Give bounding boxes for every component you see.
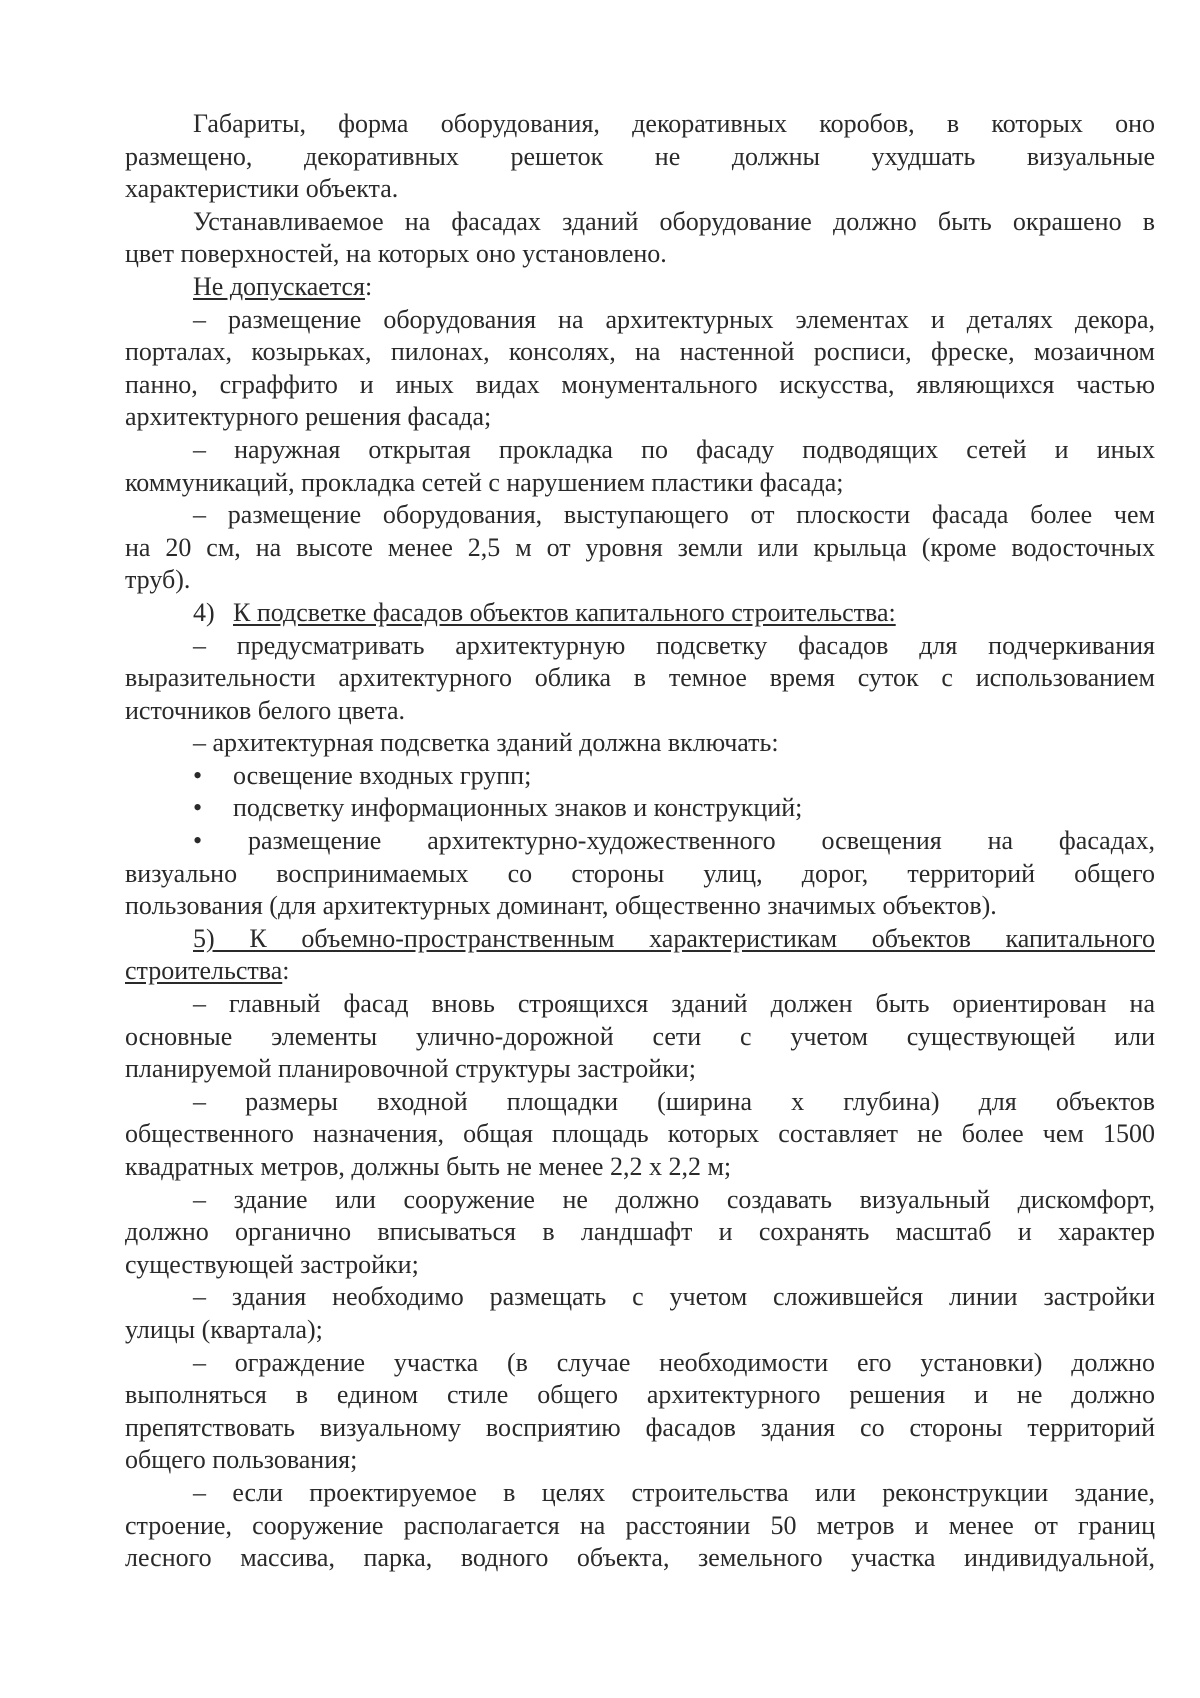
text-line: лесного массива, парка, водного объекта, земельного участка индивидуальной, [125,1543,1155,1573]
text-line: – размеры входной площадки (ширина х глубина) для объектов [193,1086,1155,1116]
text-line: общественного назначения, общая площадь которых составляет не более чем 1500 [125,1119,1155,1149]
colon: : [282,956,290,986]
text-line: Габариты, форма оборудования, декоративных коробов, в которых оно [193,109,1155,138]
text-line: существующей застройки; [125,1249,419,1279]
text-line: характеристики объекта. [125,174,399,204]
text-line: – архитектурная подсветка зданий должна включать: [193,728,779,758]
bullet-item [125,792,1155,825]
text-line: визуально воспринимаемых со стороны улиц, дорог, территорий общего [125,858,1155,888]
text-line: панно, сграффито и иных видах монументального искусства, являющихся частью [125,369,1155,399]
text-line: – если проектируемое в целях строительства или реконструкции здание, [193,1477,1155,1507]
text-line: квадратных метров, должны быть не менее 2,2 х 2,2 м; [125,1152,732,1181]
section-number: 4) [193,597,215,627]
colon: : [365,271,373,301]
text-line: – здания необходимо размещать с учетом сложившейся линии застройки [193,1282,1155,1312]
bullet-text: подсветку информационных знаков и конструкций; [233,793,803,823]
bullet-icon: • [193,760,203,790]
text-line: Устанавливаемое на фасадах зданий оборудование должно быть окрашено в [193,206,1155,236]
text-line: – ограждение участка (в случае необходимости его установки) должно [193,1347,1155,1377]
text-line [125,271,1155,304]
text-line: порталах, козырьках, пилонах, консолях, на настенной росписи, фреске, мозаичном [125,337,1155,367]
text-line: – наружная открытая прокладка по фасаду подводящих сетей и иных [193,434,1155,464]
text-line: • размещение архитектурно-художественного освещения на фасадах, [193,826,1155,856]
text-line: основные элементы улично-дорожной сети с учетом существующей или [125,1021,1155,1051]
text-line: препятствовать визуальному восприятию фасадов здания со стороны территорий [125,1412,1155,1442]
section-heading-4 [125,597,1155,630]
bullet-item [125,760,1155,793]
text-line: выполняться в едином стиле общего архитектурного решения и не должно [125,1380,1155,1410]
section-heading-5: 5) К объемно-пространственным характеристикам объектов капитального [193,923,1155,953]
section-title: К подсветке фасадов объектов капитального строительства: [233,597,896,627]
text-line: архитектурного решения фасада; [125,402,492,432]
text-line: – предусматривать архитектурную подсветку фасадов для подчеркивания [193,630,1155,660]
text-line: коммуникаций, прокладка сетей с нарушением пластики фасада; [125,467,844,497]
text-line: общего пользования; [125,1445,358,1475]
text-line: размещено, декоративных решеток не должны ухудшать визуальные [125,141,1155,171]
subheading-not-allowed: Не допускается [193,271,365,301]
bullet-text: освещение входных групп; [233,760,532,790]
text-line: – главный фасад вновь строящихся зданий должен быть ориентирован на [193,989,1155,1019]
text-line: выразительности архитектурного облика в темное время суток с использованием [125,663,1155,693]
text-line: труб). [125,565,191,595]
text-line: – здание или сооружение не должно создавать визуальный дискомфорт, [193,1184,1155,1214]
text-line: – размещение оборудования, выступающего от плоскости фасада более чем [193,500,1155,530]
text-line: – размещение оборудования на архитектурных элементах и деталях декора, [193,304,1155,334]
text-line: источников белого цвета. [125,695,406,725]
text-line: улицы (квартала); [125,1314,323,1344]
text-line: должно органично вписываться в ландшафт и сохранять масштаб и характер [125,1217,1155,1247]
text-line: планируемой планировочной структуры застройки; [125,1054,696,1084]
text-line: пользования (для архитектурных доминант, общественно значимых объектов). [125,891,997,921]
text-line: на 20 см, на высоте менее 2,5 м от уровня земли или крыльца (кроме водосточных [125,532,1155,562]
bullet-icon: • [193,793,203,823]
text-line: цвет поверхностей, на которых оно установлено. [125,239,667,269]
text-line [125,955,1155,988]
section-title-cont: строительства [125,956,283,986]
text-line: строение, сооружение располагается на расстоянии 50 метров и менее от границ [125,1510,1155,1540]
